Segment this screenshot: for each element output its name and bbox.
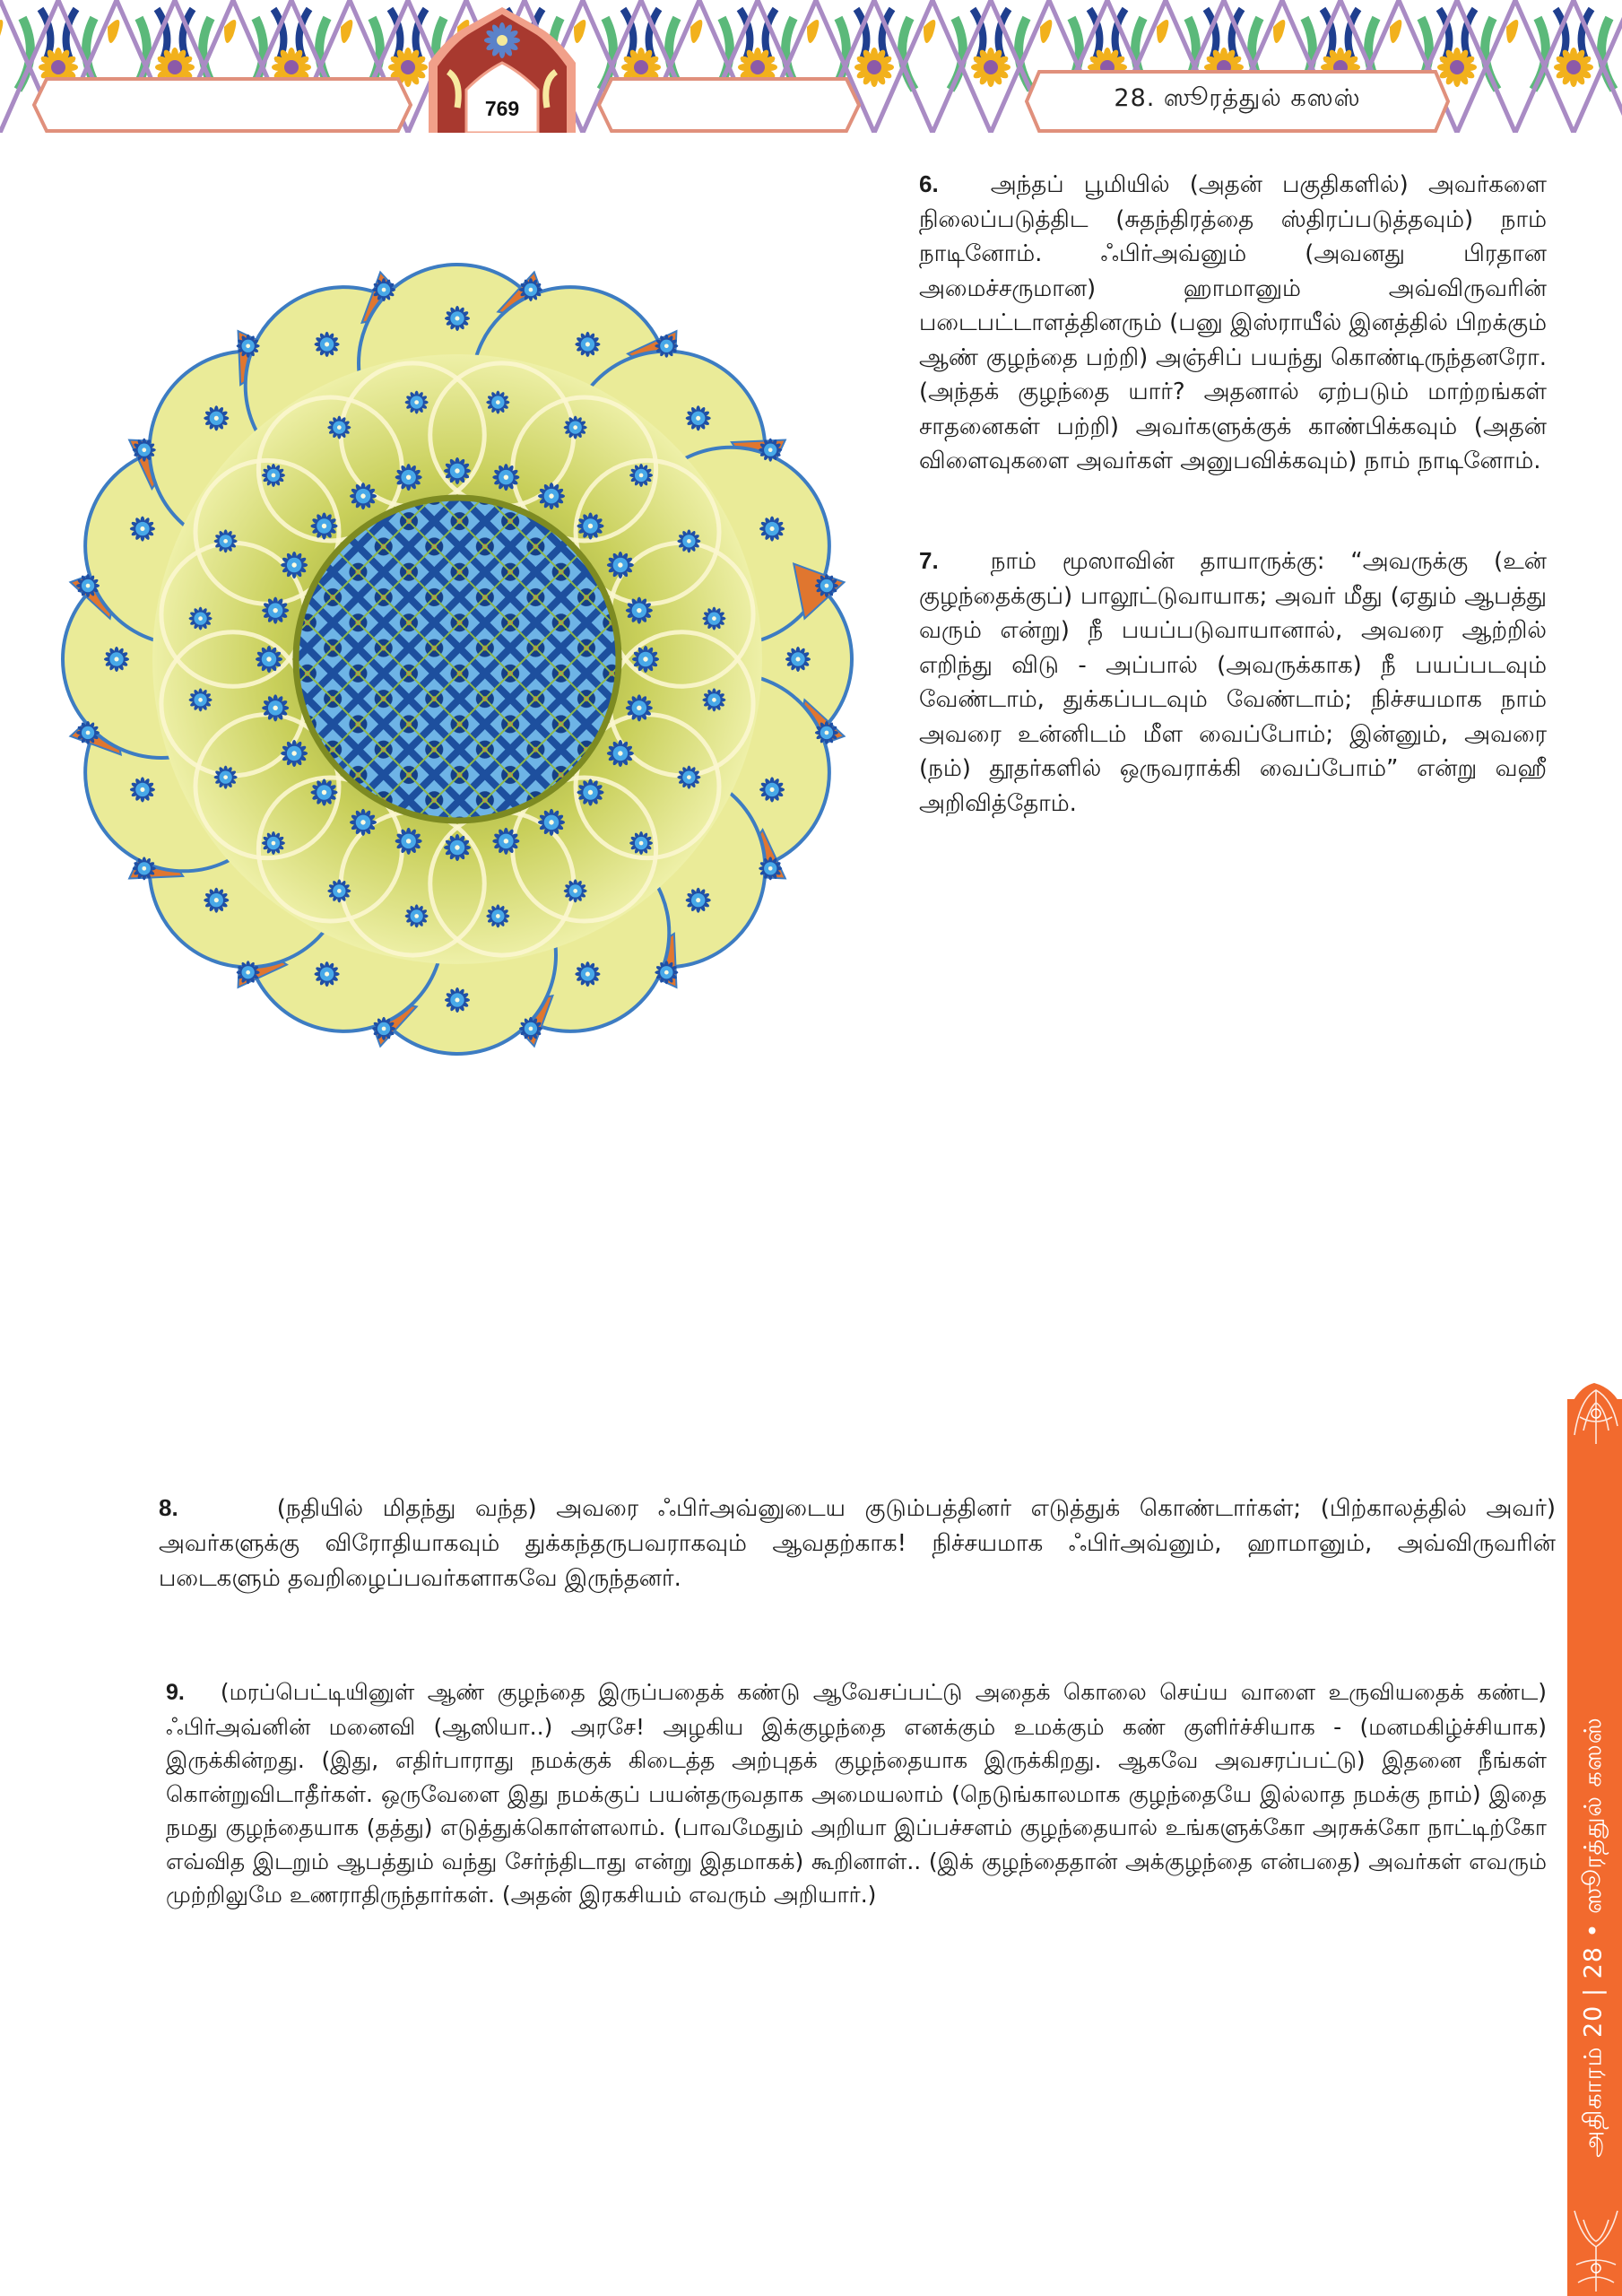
verse-6 [919,167,1547,479]
tab-ornament-bottom-icon [1567,2202,1622,2296]
surah-title: 28. ஸூரத்துல் கஸஸ் [1114,84,1361,112]
verse-text: (நதியில் மிதந்து வந்த) அவரை ஃபிர்அவ்னுடைய குடும்பத்தினர் எடுத்துக் கொண்டார்கள்; (பிற்காலத்தில் அவர்) அவர்களுக்கு விரோதியாகவும் துக்கந்தருபவராகவும் ஆவதற்காக! நிச்சயமாக ஃபிர்அவ்னும், ஹாமானும், அவ்விருவரின் படைகளும் தவறிழைப்பவர்களாகவே இருந்தனர். [159,1495,1556,1592]
verse-7 [919,544,1547,821]
page-number: 769 [484,97,520,120]
verse-text: (மரப்பெட்டியினுள் ஆண் குழந்தை இருப்பதைக் கண்டு ஆவேசப்பட்டு அதைக் கொலை செய்ய வாளை உருவியதைக் கண்ட) ஃபிர்அவ்னின் மனைவி (ஆஸியா..) அரசே! அழகிய இக்குழந்தை எனக்கும் உமக்கும் கண் குளிர்ச்சியாக - (மனமகிழ்ச்சியாக) இருக்கின்றது. (இது, எதிர்பாராது நமக்குக் கிடைத்த அற்புதக் குழந்தையாக இருக்கிறது. ஆகவே அவசரப்பட்டு) இதனை நீங்கள் கொன்றுவிடாதீர்கள். ஒருவேளை இது நமக்குப் பயன்தருவதாக அமையலாம் (நெடுங்காலமாக குழந்தையே இல்லாத நமக்கு நாம்) இதை நமது குழந்தையாக (தத்து) எடுத்துக்கொள்ளலாம். (பாவமேதும் அறியா இப்பச்சளம் குழந்தையால் உங்களுக்கோ அரசுக்கோ நாட்டிற்கோ எவ்வித இடறும் ஆபத்தும் வந்து சேர்ந்திடாது என்று இதமாகக்) கூறினாள்.. (இக் குழந்தைதான் அக்குழந்தை என்பதை) அவர்கள் எவரும் முற்றிலுமே உணராதிருந்தார்கள். (அதன் இரகசியம் எவரும் அறியார்.) [166,1679,1547,1908]
verse-text: அந்தப் பூமியில் (அதன் பகுதிகளில்) அவர்களை நிலைப்படுத்திட (சுதந்திரத்தை ஸ்திரப்படுத்தவும்) நாம் நாடினோம். ஃபிர்அவ்னும் (அவனது பிரதான அமைச்சருமான) ஹாமானும் அவ்விருவரின் படைபட்டாளத்தினரும் (பனு இஸ்ராயீல் இனத்தில் பிறக்கும் ஆண் குழந்தை பற்றி) அஞ்சிப் பயந்து கொண்டிருந்தனரோ. (அந்தக் குழந்தை யார்? அதனால் ஏற்படும் மாற்றங்கள் சாதனைகள் பற்றி) அவர்களுக்குக் காண்பிக்கவும் (அதன் விளைவுகளை அவர்கள் அனுபவிக்கவும்) நாம் நாடினோம். [919,171,1547,474]
header-ornament-band [0,0,1622,133]
verse-number: 8. [159,1494,178,1521]
decorative-medallion [54,242,861,1076]
tab-ornament-top-icon [1567,1381,1622,1453]
side-tab-text: அதிகாரம் 20 | 28 • ஸூரத்துல் கஸஸ் [1579,1717,1607,2158]
verse-8 [159,1491,1556,1596]
verse-number: 9. [166,1680,185,1705]
verse-9 [166,1675,1547,1912]
verse-text: நாம் மூஸாவின் தாயாருக்கு: “அவருக்கு (உன் குழந்தைக்குப்) பாலூட்டுவாயாக; அவர் மீது (ஏதும் ஆபத்து வரும் என்று) நீ பயப்படுவாயானால், அவரை ஆற்றில் எறிந்து விடு - அப்பால் (அவருக்காக) நீ பயப்படவும் வேண்டாம், துக்கப்படவும் வேண்டாம்; நிச்சயமாக நாம் அவரை உன்னிடம் மீள வைப்போம்; இன்னும், அவரை (நம்) தூதர்களில் ஒருவராக்கி வைப்போம்” என்று வஹீ அறிவித்தோம். [919,548,1547,817]
verse-number: 7. [919,547,939,574]
verse-number: 6. [919,170,939,197]
side-tab-label [1567,1668,1622,2206]
